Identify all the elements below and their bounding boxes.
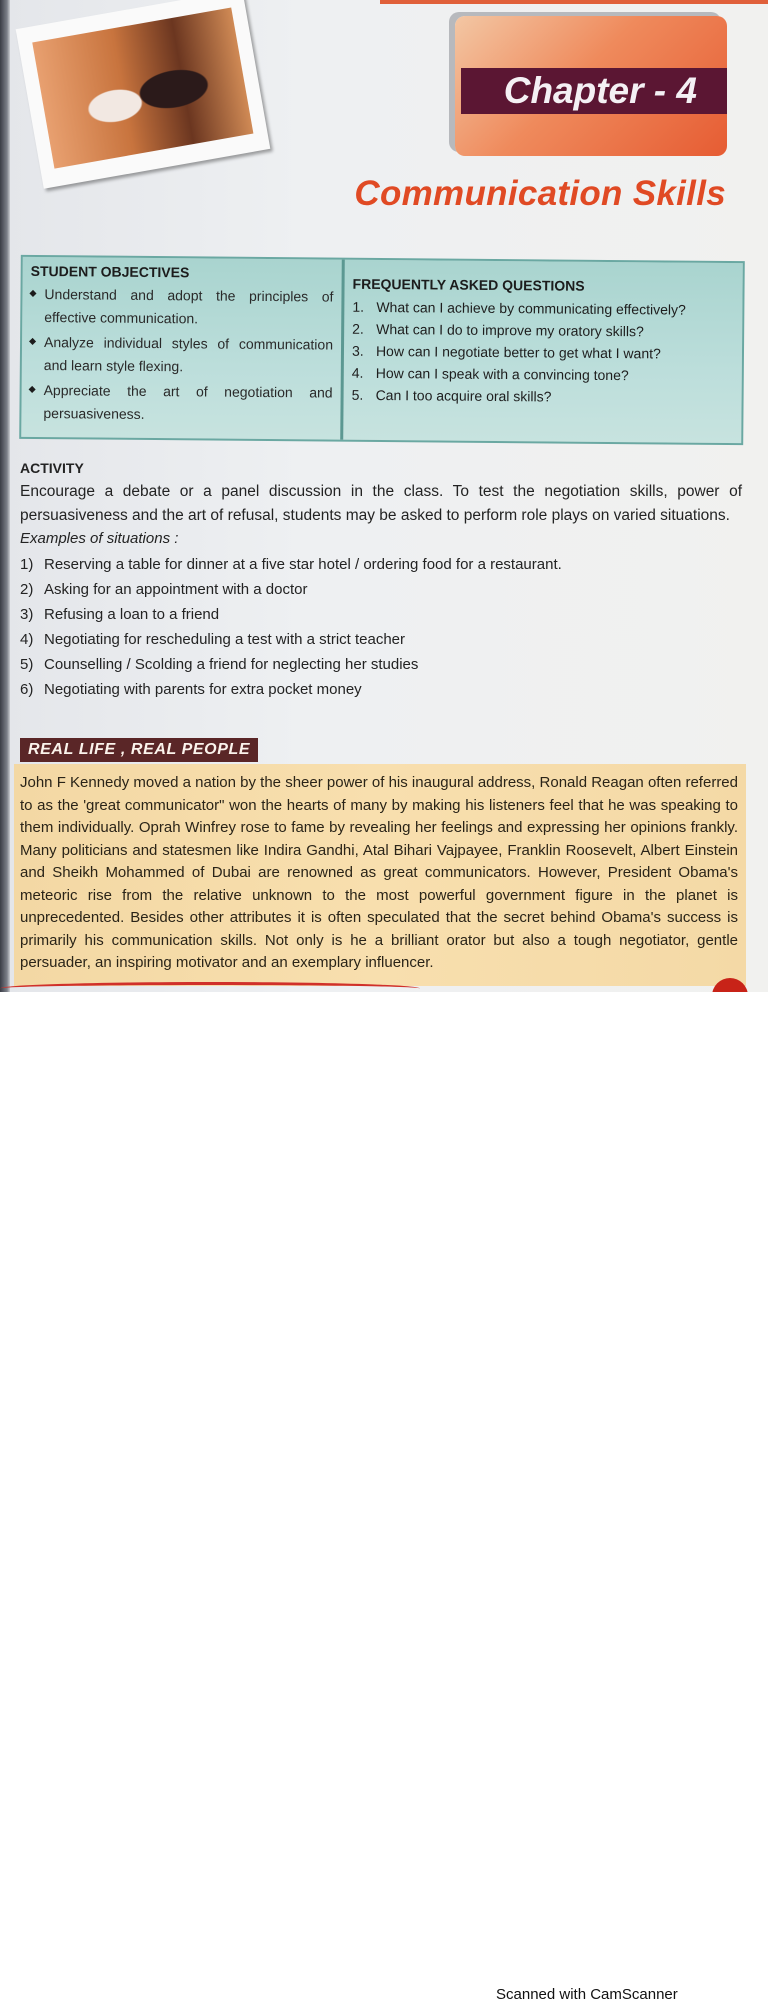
- activity-heading: ACTIVITY: [20, 460, 84, 476]
- faq-heading: FREQUENTLY ASKED QUESTIONS: [352, 275, 585, 294]
- handshake-image: [32, 7, 253, 168]
- faq-item: 1. What can I achieve by communicating effectively?: [352, 298, 686, 318]
- chapter-title: Communication Skills: [354, 174, 726, 213]
- faq-item: 5. Can I too acquire oral skills?: [351, 386, 552, 405]
- objectives-heading: STUDENT OBJECTIVES: [30, 262, 190, 281]
- chapter-photo: [16, 0, 271, 189]
- example-item: 5) Counselling / Scolding a friend for neglecting her studies: [20, 656, 419, 673]
- example-item: 1) Reserving a table for dinner at a five star hotel / ordering food for a restaurant.: [20, 556, 562, 573]
- chapter-label: Chapter - 4: [461, 68, 727, 114]
- objective-item: Analyze individual styles of communication and learn style flexing.: [30, 331, 333, 380]
- examples-list: [20, 552, 742, 702]
- bullet-icon: [29, 290, 36, 297]
- example-item: 4) Negotiating for rescheduling a test with a strict teacher: [20, 631, 406, 648]
- faq-item: 3. How can I negotiate better to get what I want?: [351, 342, 661, 362]
- real-life-text: John F Kennedy moved a nation by the sheer power of his inaugural address, Ronald Reagan often referred to as the 'great communicator" won the hearts of many by making his listeners feel that he was speaking to them individually. Oprah Winfrey rose to fame by revealing her feelings and expressing her opinions frankly. Many politicians and statesmen like Indira Gandhi, Atal Bihari Vajpayee, Franklin Roosevelt, Albert Einstein and Sheikh Mohammed of Dubai are renowned as great communicators. However, President Obama's meteoric rise from the relative unknown to the most powerful government figure in the planet is unprecedented. Besides other attributes it is often speculated that the secret behind Obama's success is primarily his communication skills. Not only is he a brilliant orator but also a tough negotiator, gentle persuader, an inspiring motivator and an exemplary influencer.: [20, 774, 738, 971]
- textbook-page: [0, 0, 768, 992]
- objective-item: Appreciate the art of negotiation and persuasiveness.: [29, 379, 332, 428]
- student-objectives: [21, 257, 345, 440]
- scan-footer: [0, 992, 768, 2003]
- faq-item: 4. How can I speak with a convincing tone?: [351, 364, 629, 384]
- real-life-tag: REAL LIFE , REAL PEOPLE: [20, 738, 258, 762]
- example-item: 3) Refusing a loan to a friend: [20, 606, 220, 623]
- frequently-asked-questions: [343, 260, 743, 443]
- example-item: 6) Negotiating with parents for extra pocket money: [20, 681, 362, 698]
- camscanner-watermark: Scanned with CamScanner: [496, 1986, 678, 2003]
- example-item: 2) Asking for an appointment with a doctor: [20, 581, 308, 598]
- chapter-badge: [455, 16, 727, 156]
- activity-text: Encourage a debate or a panel discussion in the class. To test the negotiation skills, power of persuasiveness and the art of refusal, students may be asked to perform role plays on varied situations.: [20, 483, 742, 524]
- examples-label: Examples of situations :: [20, 530, 179, 547]
- objective-item: Understand and adopt the principles of effective communication.: [30, 283, 333, 332]
- book-spine: [0, 0, 10, 992]
- activity-section: [20, 460, 742, 702]
- objectives-faq-table: [19, 255, 745, 445]
- bullet-icon: [29, 338, 36, 345]
- bottom-decorative-curve: [0, 982, 420, 992]
- faq-item: 2. What can I do to improve my oratory skills?: [352, 320, 644, 340]
- bullet-icon: [29, 386, 36, 393]
- real-life-box: [14, 764, 746, 986]
- top-decorative-strip: [380, 0, 768, 4]
